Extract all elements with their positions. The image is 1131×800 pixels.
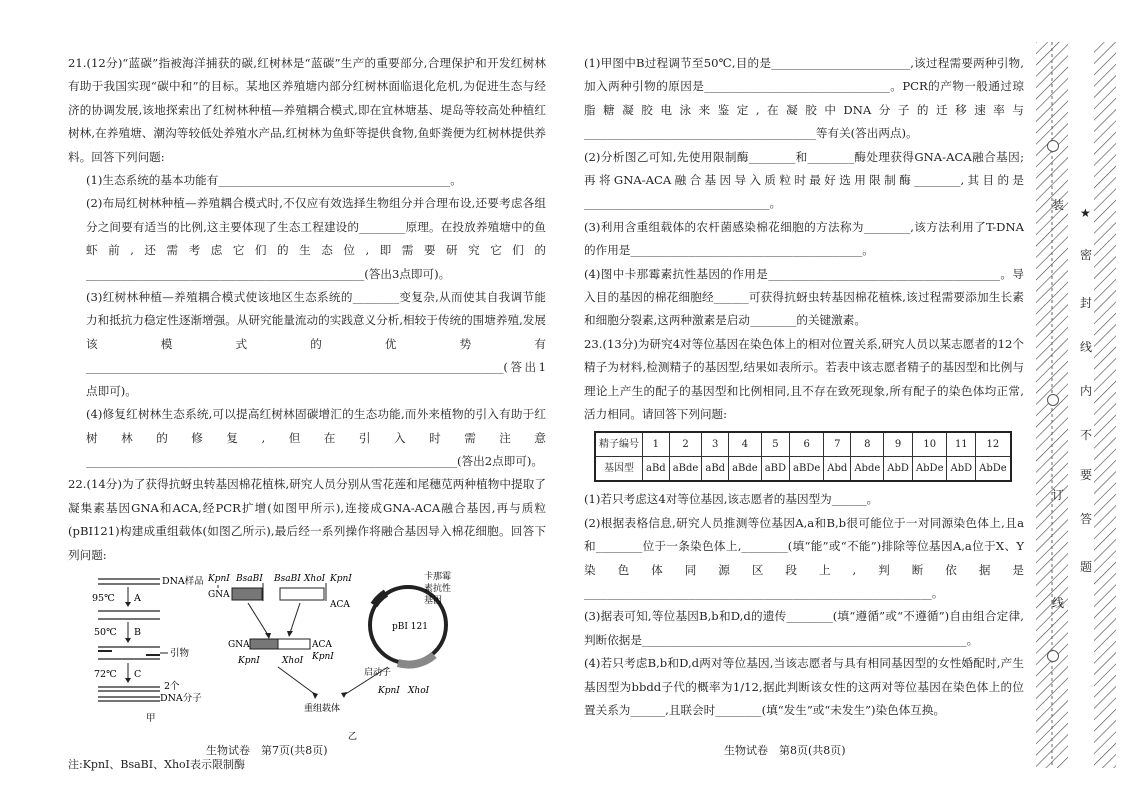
fusion-aca: [278, 639, 310, 649]
binding-hole: [1047, 650, 1059, 662]
binding-char: 答: [1080, 512, 1093, 526]
promoter-label: 启动子: [364, 667, 392, 678]
q22-part3: (3)利用含重组载体的农杆菌感染棉花细胞的方法称为________,该方法利用了T-DNA的作用是________________________________________。: [584, 219, 1024, 258]
figure-note: 注:KpnⅠ、BsaBⅠ、XhoⅠ表示限制酶: [68, 757, 245, 771]
q21-intro: 21.(12分)“蓝碳”指被海洋捕获的碳,红树林是“蓝碳”生产的重要部分,合理保护和开发红树林有助于我国实现“碳中和”的目标。某地区养殖塘内部分红树林面临退化危机,为促进生态与经济的协调发展,该地探索出了红树林种植—养殖耦合模式,即在宜林塘基、堤岛等较高处种植红树林,在养殖塘、潮沟等较低处养殖水产品,红树林为鱼虾等提供食物,鱼虾粪便为红树林提供养料。回答下列问题:: [68, 56, 546, 164]
step-b-temp: 50℃: [94, 626, 117, 638]
binding-char: 题: [1080, 560, 1093, 574]
kpn-site-3: KpnⅠ: [238, 655, 260, 666]
binding-char: 封: [1080, 296, 1093, 310]
binding-char: 线: [1052, 596, 1065, 610]
table-cell: AbDe: [976, 456, 1011, 481]
table-header-genotype: 基因型: [595, 456, 643, 481]
primer-label: 引物: [170, 647, 190, 659]
left-page: [68, 52, 546, 776]
step-c-temp: 72℃: [94, 668, 117, 680]
kana-line3: 基因: [424, 595, 443, 606]
kpn-site-5: KpnⅠ: [378, 685, 400, 696]
kanamycin-gene-mark: [374, 593, 386, 605]
q22-intro: 22.(14分)为了获得抗蚜虫转基因棉花植株,研究人员分别从雪花莲和尾穗苋两种植物中提取了凝集素基因GNA和ACA,经PCR扩增(如图甲所示),连接成GNA-ACA融合基因,再与质粒(pBI121)构建成重组载体(如图乙所示),最后经一系列操作将融合基因导入棉花细胞。回答下列问题:: [68, 477, 546, 562]
table-cell: AbDe: [912, 456, 947, 481]
kpn-site-2: KpnⅠ: [330, 573, 352, 584]
q21-part2: (2)布局红树林种植—养殖耦合模式时,不仅应有效选择生物组分并合理布设,还要考虑各组分之间要有适当的比例,这主要体现了生态工程建设的________原理。在投放养殖塘中的鱼虾前,还需考虑它们的生态位,即需要研究它们的________________________________________________(答出3点即可)。: [86, 196, 546, 281]
xho-site-1: XhoⅠ: [304, 573, 326, 584]
table-cell: AbD: [884, 456, 913, 481]
q23-part1: (1)若只考虑这4对等位基因,该志愿者的基因型为______。: [584, 492, 879, 507]
q22-part4: (4)图中卡那霉素抗性基因的作用是________________________________________。导入目的基因的棉花细胞经______可获得抗蚜虫转基因棉花植株,该过程需要添加生长素和细胞分裂素,这两种激素是启动________的关键激素。: [584, 266, 1024, 328]
table-header-number: 精子编号: [595, 432, 643, 457]
sperm-genotype-table: [594, 431, 1012, 483]
figure-yi-caption: 乙: [348, 731, 358, 742]
binding-hole: [1047, 140, 1059, 152]
kana-line1: 卡那霉: [424, 571, 452, 582]
table-cell: 4: [729, 432, 762, 457]
binding-strip: [1036, 42, 1118, 768]
table-cell: 2: [669, 432, 702, 457]
table-cell: 9: [884, 432, 913, 457]
table-cell: Abde: [851, 456, 884, 481]
step-a-temp: 95℃: [92, 592, 115, 604]
figure-jia-caption: 甲: [146, 712, 156, 724]
table-cell: 5: [761, 432, 789, 457]
table-cell: aBde: [729, 456, 762, 481]
right-page: [584, 52, 1024, 722]
binding-char: 线: [1080, 340, 1093, 354]
step-a-label: A: [134, 592, 141, 604]
table-cell: aBde: [669, 456, 702, 481]
q21-part3: (3)红树林种植—养殖耦合模式使该地区生态系统的________变复杂,从而使其自我调节能力和抵抗力稳定性逐渐增强。从研究能量流动的实践意义分析,相较于传统的围塘养殖,发展该模式的优势有________________________________________________________________________(答出1点即可)。: [86, 290, 546, 398]
figure-area: [68, 571, 546, 749]
table-cell: 8: [851, 432, 884, 457]
table-row: [595, 456, 1011, 481]
kpn-site-1: KpnⅠ: [208, 573, 230, 584]
left-footer: 生物试卷 第7页(共8页): [206, 744, 328, 757]
binding-char: 不: [1080, 428, 1093, 442]
table-cell: AbD: [947, 456, 976, 481]
table-cell: 6: [790, 432, 824, 457]
q23-intro: 23.(13分)为研究4对等位基因在染色体上的相对位置关系,研究人员以某志愿者的12个精子为材料,检测精子的基因型,结果如表所示。若表中该志愿者精子的基因型和比例与理论上产生的配子的基因型和比例相同,且不存在致死现象,所有配子的染色体均正常,活力相同。请回答下列问题:: [584, 336, 1024, 422]
table-cell: 3: [702, 432, 729, 457]
table-cell: 10: [912, 432, 947, 457]
figure-svg: [68, 571, 546, 749]
step-b-label: B: [134, 626, 141, 638]
gna-label: GNA: [208, 589, 230, 600]
bsab-site-1: BsaBⅠ: [236, 573, 263, 584]
table-cell: 12: [976, 432, 1011, 457]
table-cell: 1: [643, 432, 670, 457]
xho-site-2: XhoⅠ: [282, 655, 304, 666]
binding-char: 要: [1080, 468, 1093, 482]
binding-char: 密: [1080, 248, 1093, 262]
table-cell: aBD: [761, 456, 789, 481]
table-cell: Abd: [824, 456, 851, 481]
fusion-gna: [250, 639, 278, 649]
recombinant-vector-label: 重组载体: [304, 703, 341, 714]
table-cell: aBd: [702, 456, 729, 481]
gna-fragment: [232, 588, 262, 600]
table-cell: 7: [824, 432, 851, 457]
table-row: [595, 432, 1011, 457]
table-cell: 11: [947, 432, 976, 457]
kpn-site-4: KpnⅠ: [312, 651, 334, 662]
kana-line2: 素抗性: [424, 583, 452, 594]
gna-label-2: GNA: [228, 639, 250, 650]
plasmid-label: pBI 121: [392, 621, 428, 632]
binding-char: 装: [1052, 198, 1065, 212]
q22-part2: (2)分析图乙可知,先使用限制酶________和________酶处理获得GNA-ACA融合基因;再将GNA-ACA融合基因导入质粒时最好选用限制酶________,其目的是________________________________。: [584, 149, 1024, 211]
vector-diagram: [207, 571, 451, 742]
right-footer: 生物试卷 第8页(共8页): [724, 744, 846, 757]
aca-fragment: [280, 588, 324, 600]
q23-part4: (4)若只考虑B,b和D,d两对等位基因,当该志愿者与具有相同基因型的女性婚配时,产生基因型为bbdd子代的概率为1/12,据此判断该女性的这两对等位基因在染色体上的位置关系为______,且联会时________(填“发生”或“未发生”)染色体互换。: [584, 656, 1024, 717]
table-cell: aBDe: [790, 456, 824, 481]
binding-hole: [1047, 394, 1059, 406]
promoter-mark: [398, 655, 434, 665]
xho-site-3: XhoⅠ: [408, 685, 430, 696]
q23-part3: (3)据表可知,等位基因B,b和D,d的遗传________(填“遵循”或“不遵循”)自由组合定律,判断依据是________________________________________________________。: [584, 609, 1024, 647]
bsab-site-2: BsaBⅠ: [274, 573, 301, 584]
pcr-diagram: [92, 575, 204, 724]
binding-char: 内: [1080, 384, 1093, 398]
q23-part2: (2)根据表格信息,研究人员推测等位基因A,a和B,b很可能位于一对同源染色体上,且a和________位于一条染色体上,________(填“能”或“不能”)排除等位基因A,a位于X、Y染色体同源区段上,判断依据是____________________________________________________________。: [584, 515, 1024, 600]
product-label: DNA分子: [160, 692, 202, 704]
table-cell: aBd: [643, 456, 670, 481]
aca-label-2: ACA: [312, 639, 332, 650]
step-c-label: C: [134, 668, 142, 680]
q21-part1: (1)生态系统的基本功能有________________________________________。: [86, 173, 462, 188]
product-count: 2个: [164, 680, 180, 692]
dna-sample-label: DNA样品: [162, 575, 204, 587]
aca-label: ACA: [330, 599, 350, 610]
binding-char: 订: [1052, 488, 1065, 502]
q21-part4: (4)修复红树林生态系统,可以提高红树林固碳增汇的生态功能,而外来植物的引入有助于红树林的修复,但在引入时需注意________________________________________________________________(答出2点即可)。: [86, 407, 546, 468]
binding-char: ★: [1080, 206, 1091, 220]
q22-part1: (1)甲图中B过程调节至50℃,目的是________________________,该过程需要两种引物,加入两种引物的原因是________________________________。PCR的产物一般通过琼脂糖凝胶电泳来鉴定,在凝胶中DNA分子的迁移速率与________________________________________等有关(答出两点)。: [584, 56, 1024, 141]
